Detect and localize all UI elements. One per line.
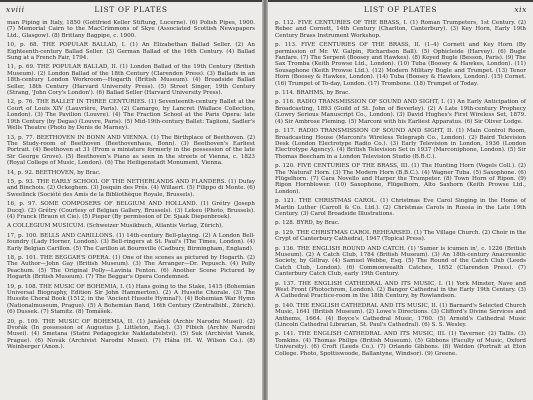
plate-entry: p. 121. THE CHRISTMAS CAROL. (1) Christmas Eve Carol Singing in the Home of Martin Luther (Carroll & Co. Ltd.). (2) Christmas Carols in Russia in the Late 19th Century. (3) Carol Broadside Illustrations. bbox=[275, 198, 526, 217]
left-page-header bbox=[6, 5, 256, 17]
left-plate-list bbox=[7, 20, 255, 354]
plate-entry: p. 129. THE CHRISTMAS CAROL REHEARSED. (1) The Village Church. (2) Choir in the Crypt of Canterbury Cathedral, 1947 (Topical Press). bbox=[275, 229, 526, 243]
plate-entry: p. 136. THE ENGLISH ROUND AND CATCH. (1) 'Sumer is icumen in', c. 1226 (British Museum). (2) A Catch Club, 1784 (British Museum). (3) An 18th-century Anacreontic Society, by Gillray. (4) Samuel Webbe, Esq. (5) The Round of the Catch Club (Leeds Catch Club, London). (6) Commonwealth Catches, 1652 (Clarendon Press). (7) Canterbury Catch Club, early 19th Century. bbox=[275, 245, 526, 278]
plate-entry: 14, p. 92. BEETHOVEN, by Brac. bbox=[7, 169, 101, 176]
left-page-number: xviii bbox=[6, 5, 25, 14]
plate-entry: p. 112. FIVE CENTURIES OF THE BRASS, I. (1) Roman Trumpeters, 1st Century. (2) Rebec and Cornett, 14th Century (Charlton, Canterbury). (3) Key Horn, Early 19th Century Brass Instrument Workshop. bbox=[275, 20, 526, 39]
left-running-head: LIST OF PLATES bbox=[94, 5, 168, 14]
plate-entry: 19, p. 108. THE MUSIC OF BOHEMIA, I. (1) Hans going to the Stake, 1415 (Bohemian Universal Biography, Edition Sir John Hammerton). (2) A Hussite Chorale. (3) The Hussite Choral Book (1512, in the 'Ancient Hussite Hymnal'). (4) Bohemian War Hymn (Nationalmuseum, Prague). (5) A Bohemian Band, 16th Century (Zentralbibl., Zürich). (6) Dussek. (7) Stamitz. (8) Tomášek. bbox=[7, 283, 255, 316]
plate-entry: 20, p. 109. THE MUSIC OF BOHEMIA, II. (1) Janáček (Archiv Narodni Musei). (2) Dvořák (In possession of Augustus J. Littleton, Esq.). (3) Fibich (Archiv Narodni Musei). (4) Smetana (Statni Pedagogicke Nakladatelstvi). (5) Suk (Archivist Vanek, Prague). (6) Novák (Archivist Narodni Musei). (7) Hába (H. W. Wilson Co.). (8) Weinberger (Anon.). bbox=[7, 318, 255, 351]
plate-entry: 16, p. 97. SOME COMPOSERS OF BELGIUM AND HOLLAND. (1) Grétry (Joseph Ducq). (2) Grétry (Courtesy of Belgian Gallery, Brussels). (3) Lekeu (Photo, Brussels). (4) Franck (Braun et Cie). (5) Pieper (By permission of Dr. Sjaak Diepenbroek). bbox=[7, 201, 255, 220]
plate-entry: 11, p. 69. THE POPULAR BALLAD, II. (1) London Ballad of the 19th Century (British Museum). (2) London Ballad of the 18th Century (Clarendon Press). (3) Ballads in an 18th-century London Workroom—Hogarth (British Museum). (4) Broadside Ballad Seller, 18th Century (Harvard University Press). (5) Street Singer, 19th Century (Strang, 'John Cory's London'). (6) Ballad Seller (Harvard University Press). bbox=[7, 64, 255, 97]
plate-entry: 13, p. 77. BEETHOVEN IN BONN AND VIENNA. (1) The Birthplace of Beethoven. (2) The Study-room of Beethoven (Beethovenhaus, Bonn). (3) Beethoven's Earliest Portrait. (4) Beethoven at 31 (From a miniature formerly in the possession of the late Sir George Grove). (5) Beethoven's Piano as seen in the streets of Vienna, c. 1823 (Royal College of Music, London). (6) The Heiligenstadt Monument, Vienna. bbox=[7, 134, 255, 167]
plate-entry: 10, p. 68. THE POPULAR BALLAD, I. (1) An Elizabethan Ballad Seller. (2) An Eighteenth-century Ballad Seller. (3) German Ballad of the 16th Century. (4) Ballad Sung at a French Fair, 1794. bbox=[7, 42, 255, 62]
plate-entry: p. 140. THE ENGLISH CATHEDRAL AND ITS MUSIC, II. (1) Barnard's Selected Church Music, 1641 (British Museum). (2) Lowe's Directions. (3) Clifford's Divine Services and Anthems, 1664. (4) Boyce's Cathedral Music, 1760. (5) Arnold's Cathedral Music (Lincoln Cathedral Librarian, St. Paul's Cathedral). (6) S. S. Wesley. bbox=[275, 302, 526, 329]
right-page-header bbox=[274, 5, 527, 17]
plate-entry: p. 141. THE ENGLISH CATHEDRAL AND ITS MUSIC, III. (1) Taverner. (2) Tallis. (3) Tomkins. (4) Thomas Philips (British Museum). (5) Gibbons (Faculty of Music, Oxford University). (6) Croft (Leeds Co.). (7) Orlando Gibbons. (8) Weldon (Portrait at Eton College. Photo, Spottiswoode, Ballantyne, Windsor). (9) Greene. bbox=[275, 331, 526, 357]
plate-entry: 15, p. 93. THE EARLY SCHOOL OF THE NETHERLANDS AND FLANDERS. (1) Dufay and Binchois. (2) Ockeghem. (3) Josquin des Prés. (4) Willaert. (5) Filippo di Monte. (6) Sweelinck (Société des Amis de la Bibliothèque Royale, Brussels). bbox=[7, 178, 255, 198]
plate-entry: p. 113. FIVE CENTURIES OF THE BRASS, II. (1–4) Cornett and Key Horn (By permission of Mr. W. Galpin, Richardson Ball). (5) Ophicleide (Harvey). (6) Bugle Fanfare. (7) The Serpent (Boosey and Hawkes). (8) Keyed Bugle (Besson, Paris). (9) The Sax Tromba (Keith Prowse Ltd., London). (10) Tuba (Boosey & Hawkes, London). (11) Sousaphone (Keith Prowse Ltd.). (12) Modern Military Bugle and Trumpet. (13) Tenor Horn (Boosey & Hawkes, London). (14) Tuba (Boosey & Hawkes, London). (15) Cornet. (16) Trumpet of To-day, London. (17) Trombone. (18) Trumpet of Today. bbox=[275, 42, 526, 87]
plate-entry: p. 137. THE ENGLISH CATHEDRAL AND ITS MUSIC, I. (1) York Minster, Nave and West Front (Photochrom, London). (2) Bangor Cathedral in the Early 19th Century. (3) A Cathedral Practice-room in the 18th Century, by Rowlandson. bbox=[275, 280, 526, 300]
plate-entry: p. 120. FIVE CENTURIES OF THE BRASS, III. (1) The Hunting Horn (Vogels Coll.). (2) The 'Natural' Horn. (3) The Modern Horn (B.B.C.). (4) Wagner Tuba. (5) Saxophone. (6) Flügelhorn. (7) Cara Novello and Harper the Trumpeter. (8) Town Horn of Ripon. (9) Ripon Hornblower. (10) Saxophone, Flügelhorn, Alto Saxhorn (Keith Prowse Ltd., London). bbox=[275, 163, 526, 195]
plate-entry: man Piping in Italy, 1850 (Gottfried Keller Stiftung, Lucerne). (6) Polish Pipes, 1900. (7) Memorial Cairn to the MacCrimmons of Skye (Associated Scottish Newspapers Ltd., Glasgow). (8) Brittany Bagpipe, c. 1900. bbox=[7, 20, 255, 39]
right-plate-list bbox=[275, 20, 526, 360]
plate-entry: 17, p. 100. BELLS AND CARILLONS. (1) 14th-century Bell-playing. (2) A London Bell-foundry (Lady Horner, London). (3) Bell-ringers at St. Paul's (The Times, London). (4) Early Belgian Carillon. (5) The Carillon at Bournville (Cadbury, Birmingham, England). bbox=[7, 232, 255, 252]
right-running-head: LIST OF PLATES bbox=[363, 5, 438, 14]
plate-entry: p. 128. BYRD, by Brac. bbox=[275, 220, 340, 227]
right-page bbox=[268, 2, 533, 400]
plate-entry: p. 117. RADIO TRANSMISSION OF SOUND AND SIGHT, II. (1) Main Control Room, Broadcasting House (Marconi's Wireless Telegraph Co., London). (2) Baird Television Desk (London Electrotype Radio Co.). (3) Early Television in London, 1936 (London Electrotype Agency). (4) British Television Set in 1937 (Marconiphone, London). (5) Sir Thomas Beecham in a London Television Studio (B.B.C.). bbox=[275, 128, 526, 160]
right-page-number: xix bbox=[514, 5, 527, 14]
plate-entry: p. 116. RADIO TRANSMISSION OF SOUND AND SIGHT, I. (1) An Early Anticipation of Broadcasting, 1893 (Guild of St. John of Beverley). (2) A Late 19th-century Prophecy (Lowry Serious Manuscript Co., London). (3) David Hughes's First Wireless Set, 1879. (4) Sir Ambrose Fleming. (5) Marconi with his Earliest Apparatus. (6) Sir Oliver Lodge. bbox=[275, 99, 526, 125]
plate-entry: p. 114. BRAHMS, by Brac. bbox=[275, 90, 351, 97]
plate-entry: A COLLEGIUM MUSICUM. (Schweizer Musikbuch, Atlantis Verlag, Zürich). bbox=[7, 223, 224, 230]
left-page bbox=[0, 2, 262, 400]
plate-entry: 18, p. 101. THE BEGGAR'S OPERA. (1) One of the scenes as pictured by Hogarth. (2) The Author—John Gay (British Museum). (3) The Arranger—Dr. Pepusch. (4) Polly Peachum. (5) The Original Polly—Lavinia Fenton. (6) Another Scene Pictured by Hogarth (British Museum). (7) The Beggar's Opera Condemned. bbox=[7, 255, 255, 281]
plate-entry: 12, p. 76. THE BALLET IN THREE CENTURIES. (1) Seventeenth-century Ballet at the Court of Louis XIV (Lauvrière, Paris). (2) Camargo, by Lancret (Wallace Collection, London). (3) The Pavilion (Louvre). (4) The Fraction School at the Paris Opera: late 19th Century (by Degas) (Louvre, Paris). (5) Mid-19th-century Ballet: Taglioni, Sadler's Wells Theatre (Photo by Denis de Marney). bbox=[7, 99, 255, 132]
